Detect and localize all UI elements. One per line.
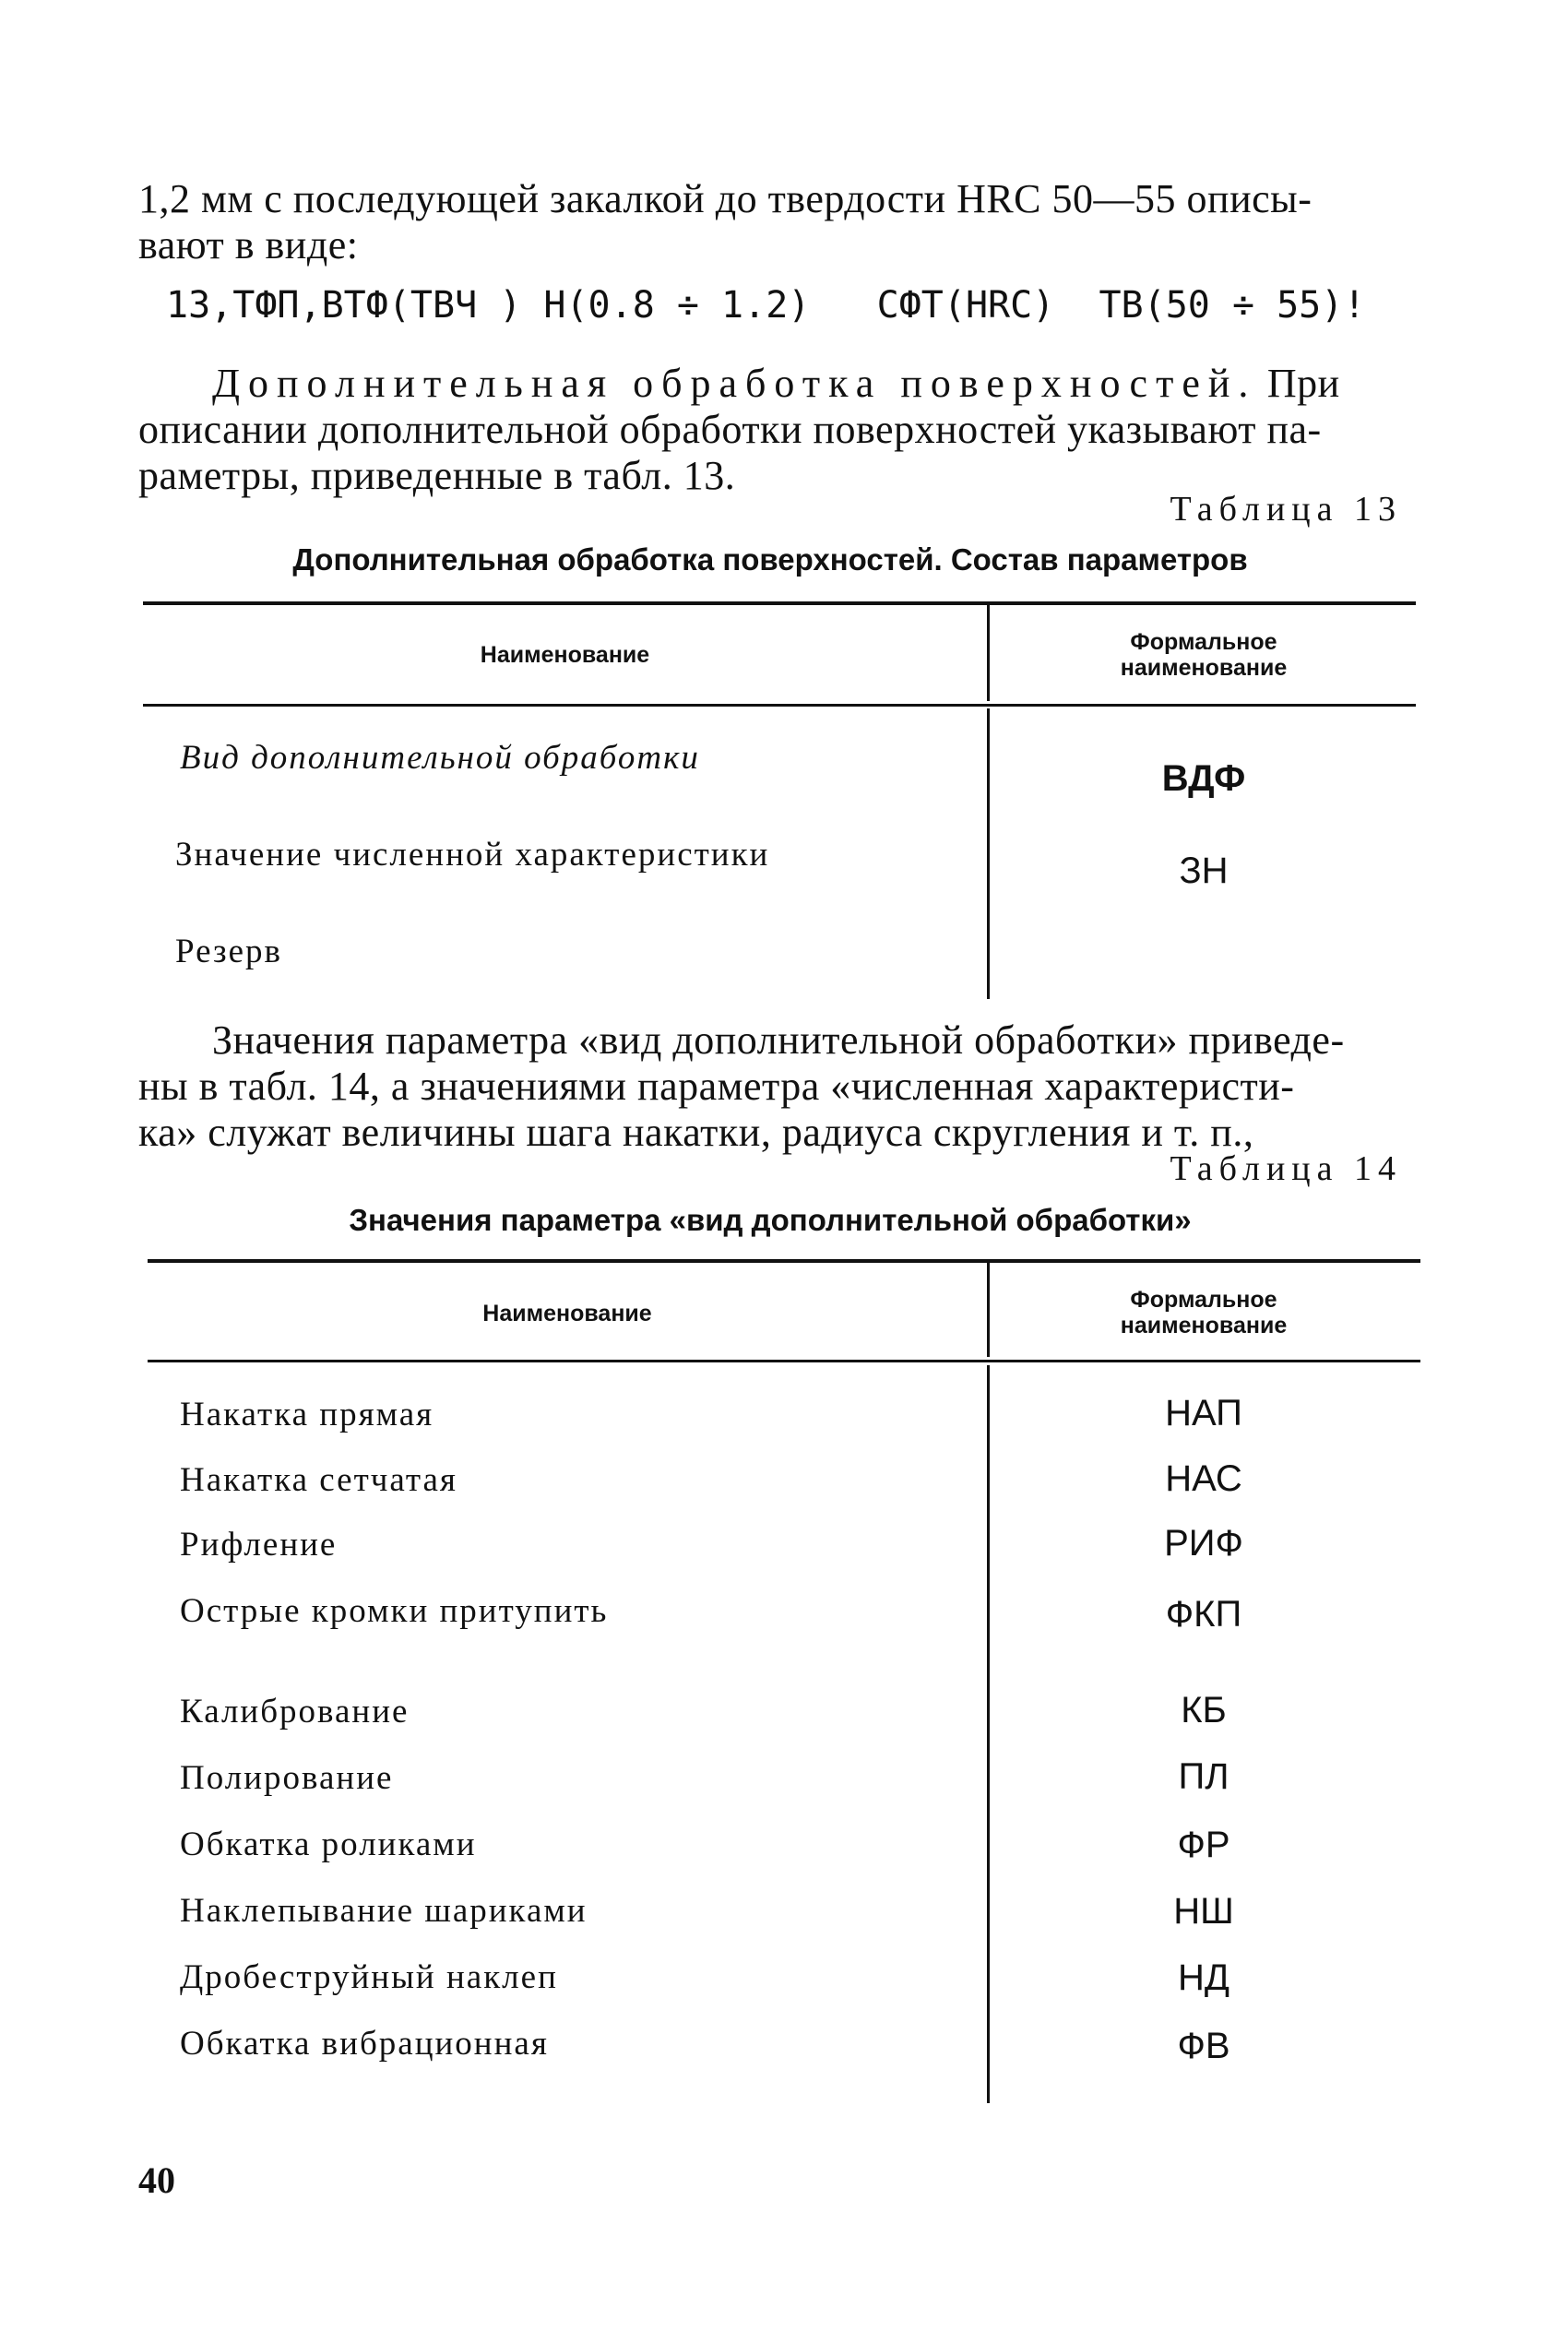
table14-row-7-name: Обкатка роликами xyxy=(180,1826,477,1863)
table14-row-6-code: ПЛ xyxy=(1178,1756,1229,1797)
table14-row-1-code: НАП xyxy=(1165,1393,1242,1433)
table13-row-1-code: ВДФ xyxy=(1161,758,1246,799)
table14-header-formal xyxy=(992,1287,1416,1338)
table14-row-3-name: Рифление xyxy=(180,1526,338,1564)
table14-top-rule xyxy=(148,1259,1420,1263)
table13-header-formal-1: Формальное xyxy=(1130,629,1277,655)
section-line-3: раметры, приведенные в табл. 13. xyxy=(138,453,736,498)
section-heading: Дополнительная обработка поверхностей. xyxy=(212,361,1257,406)
table14-row-2-name: Накатка сетчатая xyxy=(180,1461,457,1499)
table13-header-formal-2: наименование xyxy=(1120,655,1288,681)
table14-row-10-code: ФВ xyxy=(1177,2026,1230,2066)
table14-header-formal-2: наименование xyxy=(1120,1313,1288,1338)
table13-header-name: Наименование xyxy=(480,642,650,668)
para2-line-2: ны в табл. 14, а значениями параметра «численная характеристи- xyxy=(138,1064,1295,1109)
table13-row-2-code: ЗН xyxy=(1179,850,1229,891)
table14-row-6-name: Полирование xyxy=(180,1759,394,1797)
table13-header-rule xyxy=(143,704,1416,707)
page-number: 40 xyxy=(138,2159,175,2201)
para2-line-3: ка» служат величины шага накатки, радиуса скругления и т. п., xyxy=(138,1110,1254,1155)
table13-header-divider xyxy=(987,605,990,701)
table14-row-7-code: ФР xyxy=(1177,1825,1230,1865)
intro-line-2: вают в виде: xyxy=(138,222,359,268)
section-line-2: описании дополнительной обработки поверхностей указывают па- xyxy=(138,407,1322,452)
table14-title: Значения параметра «вид дополнительной обработки» xyxy=(349,1203,1192,1237)
section-line-1 xyxy=(212,360,1340,408)
table14-header-divider xyxy=(987,1263,990,1357)
table14-header-formal-1: Формальное xyxy=(1130,1287,1277,1313)
formula-line: 13,ТФП,ВТФ(ТВЧ ) Н(0.8 ÷ 1.2) СФТ(HRC) ТВ(50 ÷ 55)! xyxy=(166,284,1366,327)
table14-row-2-code: НАС xyxy=(1165,1458,1242,1499)
table13-caption: Таблица 13 xyxy=(1170,490,1402,529)
intro-line-1: 1,2 мм с последующей закалкой до твердости HRC 50—55 описы- xyxy=(138,176,1313,221)
table14-header-name: Наименование xyxy=(482,1301,652,1326)
table13-row-1-name: Вид дополнительной обработки xyxy=(180,739,700,777)
table14-body-divider xyxy=(987,1365,990,2103)
table14-row-9-code: НД xyxy=(1178,1957,1229,1998)
table14-caption: Таблица 14 xyxy=(1170,1149,1402,1188)
table14-row-4-name: Острые кромки притупить xyxy=(180,1592,609,1630)
table14-row-1-name: Накатка прямая xyxy=(180,1396,434,1433)
table14-row-5-name: Калибрование xyxy=(180,1693,410,1730)
table14-row-9-name: Дробеструйный наклеп xyxy=(180,1958,558,1996)
table14-row-3-code: РИФ xyxy=(1164,1523,1243,1564)
para2-line-1: Значения параметра «вид дополнительной обработки» приведе- xyxy=(212,1017,1345,1063)
table14-row-8-code: НШ xyxy=(1173,1891,1234,1932)
table14-row-8-name: Наклепывание шариками xyxy=(180,1892,588,1930)
table14-header-rule xyxy=(148,1360,1420,1362)
section-line-1-rest: При xyxy=(1266,361,1340,406)
table13-row-3-name: Резерв xyxy=(175,933,282,970)
table13-row-2-name: Значение численной характеристики xyxy=(175,836,770,874)
table14-row-4-code: ФКП xyxy=(1165,1594,1242,1635)
table14-row-5-code: КБ xyxy=(1181,1690,1227,1730)
table13-top-rule xyxy=(143,601,1416,605)
table13-header-formal xyxy=(992,629,1416,681)
table13-title: Дополнительная обработка поверхностей. Состав параметров xyxy=(292,542,1248,577)
table13-body-divider xyxy=(987,708,990,999)
table14-row-10-name: Обкатка вибрационная xyxy=(180,2025,549,2063)
